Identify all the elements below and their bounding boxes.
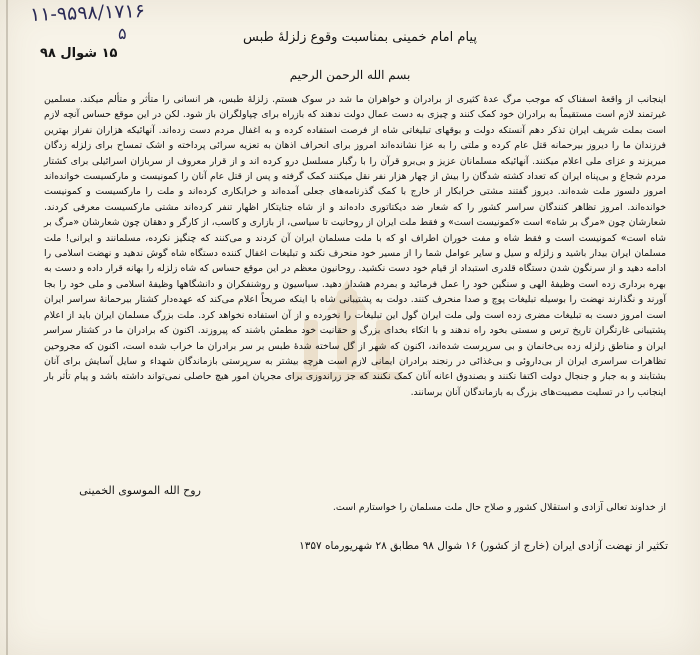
- message-body: [44, 92, 666, 400]
- basmala-heading: بسم الله الرحمن الرحیم: [289, 68, 411, 82]
- signature: روح الله الموسوی الخمینی: [79, 484, 201, 497]
- message-paragraph: اینجانب از واقعه‌ٔ اسفناک که موجب مرگ عده‌ٔ کثیری از برادران و خواهران ما شد در سوک هستم. زلزله‌ٔ طبس، هر انسانی را متأثر و متألم میکند. مسلمین غیرتمند لازم است مستقیماً به برادران خود کمک کنند و چیزی به دست عمال دولت ندهند که بازراه برای چپاولگران باز شود. لکن در این موقع حساس آنچه لازم است بملت شریف ایران تذکر دهم آنستکه دولت و بوقهای تبلیغاتی شاه از فرصت استفاده کرده و به اغفال مردم دست زده‌اند. آنهائیکه هزاران نفراز بهترین فرزندان ما را دیروز بیرحمانه قتل عام کرده و ملتی را به عزا نشانده‌اند امروز برای انحراف اذهان به تعزیه سرائی پرداخته و اشک تمساح برای زلزله زدگان میریزند و عزای ملی اعلام میکنند. آنهائیکه مسلمانان عزیز و بی‌برو قرآن را با رگبار مسلسل درو کرده اند و از قرار معروف از سربازان اسرائیلی برای کشتار مردم شجاع و بی‌پناه ایران که تعداد کشته شدگان را بیش از چهار هزار نفر نقل میکنند کمک گرفته و پس از قتل عام آنان را کمونیست و مارکسیست خوانده‌اند امروز دلسوز ملت شده‌اند. دیروز گفتند مشتی خرابکار از خارج با کمک گذرنامه‌های جعلی آمده‌اند و خرابکاری کرده‌اند و ملت را مارکسیست و کمونیست خوانده‌اند. امروز تظاهر کنندگان سراسر کشور را که شعار ضد دیکتاتوری داده‌اند و از شاه جنایتکار اظهار تنفر کرده‌اند مشتی مارکسیست معرفی کردند. شعارشان چون «مرگ بر شاه» است «کمونیست است» و فقط ملت ایران از روحانیت تا سیاسی، از بازاری و کاسب، از کارگر و دهقان چون شعارشان «مرگ بر شاه است» کمونیست است و فقط شاه و مفت خوران اطراف او که با ملت مسلمان ایران آن کردند و می‌کنند که چنگیز نکرده، مسلمانند و ایرانی! ملت مسلمان ایران بیدار باشید و زلزله و سیل و سایر عوامل شما را از مسیر خود منحرف نکند و تبلیغات اغفال کننده دستگاه شاه گوش ندهید و نهضت اسلامی را ادامه دهید و از سرنگون شدن دستگاه قلدری استبداد از قیام خود دست نکشید. روحانیون معظم در این موقع حساس که شاه زلزله را بهانه قرار داده و دست به بهره برداری زده است وظیفه‌ٔ الهی و سنگین خود را عمل فرمائید و بمردم هشدار دهید. سیاسیون و روشنفکران و دانشگاهها وظیفه‌ٔ اسلامی و ملی خود را بجا آورند و نگذارند نهضت را بوسیله تبلیغات پوچ و صدا منحرف کنند. دولت به پشتیبانی شاه با اینکه صریحاً اعلام می‌کند که عهده‌دار کشتار بیرحمانه‌ٔ سراسر ایران است امروز دست به تبلیغات مضری زده است ولی ملت ایران گول این تبلیغات را نخورده و از آن استفاده نخواهد کرد. ملت بزرگ مسلمان ایران باید از اعلام پشتیبانی غارتگران تاریخ ترس و سستی بخود راه ندهند و با اتکاء بخدای بزرگ و حقانیت خود مطمئن باشند که پیروزند. اکنون که برادران ما در کشتار سراسر ایران و مناطق زلزله زده بی‌خانمان و بی سرپرست شده‌اند، اکنون که شهر از گل ساخته شده‌ٔ طبس بر سر برادران ما خراب شده است، اکنون که مجروحین تظاهرات سراسری ایران از بی‌داروئی و بی‌غذائی در رنجند برادران ایمانی لازم است هرچه بیشتر به سرپرستی بازماندگان شهداء و سایل آسایش برای آنان بشتابند و به جبار و جنجال دولت اکتفا نکنند و بصندوق اعانه آنان کمک نکنند که جز زراندوزی برای مجریان امور هیچ حاصلی نمی‌تواند داشته باشد و پیام تأثر بار اینجانب را در تسلیت مصیبت‌های بزرگ به بازماندگان آنان برسانند.: [44, 94, 666, 398]
- closing-line: از خداوند تعالی آزادی و استقلال کشور و صلاح حال ملت مسلمان را خواستارم است.: [332, 502, 666, 513]
- page-fold-line: [6, 0, 8, 655]
- document-title: پیام امام خمینی بمناسبت وقوع زلزله‌ٔ طبس: [243, 30, 477, 45]
- handwritten-reference-number: ۱۱-۹۵۹۸/۱۷۱۶: [29, 0, 146, 26]
- handwritten-sub-number: ۵: [118, 24, 127, 43]
- document-date: ۱۵ شوال ۹۸: [40, 46, 118, 61]
- reproduction-footer: تکثیر از نهضت آزادی ایران (خارج از کشور) ۱۶ شوال ۹۸ مطابق ۲۸ شهریورماه ۱۳۵۷: [299, 540, 668, 552]
